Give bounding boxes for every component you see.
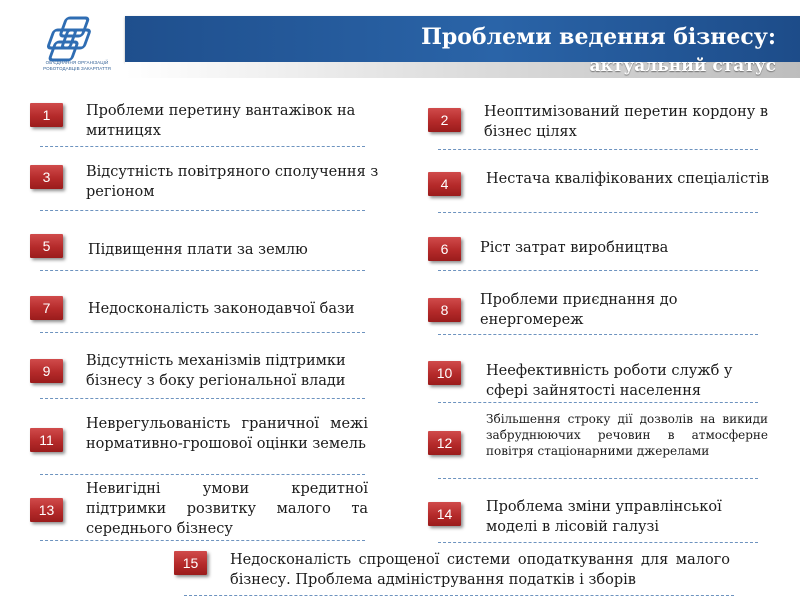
item-text: Проблеми приєднання до енергомереж xyxy=(480,292,678,328)
item-divider xyxy=(40,210,365,211)
item-divider xyxy=(184,595,734,596)
item-number-badge: 4 xyxy=(428,172,461,196)
item-number-badge: 12 xyxy=(428,431,461,455)
item-text: Збільшення строку дії дозволів на викиди забруднюючих речовин в атмосферне повітря стаціонарними джерелами xyxy=(486,412,768,458)
item-number-badge: 14 xyxy=(428,502,461,526)
item-number-badge: 3 xyxy=(30,165,63,189)
item-divider xyxy=(40,398,365,399)
item-number-badge: 2 xyxy=(428,108,461,132)
item-divider xyxy=(40,332,365,333)
item-number-badge: 6 xyxy=(428,237,461,261)
item-text: Відсутність повітряного сполучення з регіоном xyxy=(86,164,379,200)
item-text: Відсутність механізмів підтримки бізнесу з боку регіональної влади xyxy=(86,353,346,389)
item-divider xyxy=(40,146,365,147)
item-text: Проблема зміни управлінської моделі в лісовій галузі xyxy=(486,499,722,535)
item-text: Недосконалість законодавчої бази xyxy=(88,301,355,317)
item-number-badge: 15 xyxy=(174,551,207,575)
item-number-badge: 9 xyxy=(30,359,63,383)
logo-caption: ОБ'ЄДНАННЯ ОРГАНІЗАЦІЙ РОБОТОДАВЦІВ ЗАКАРПАТТЯ xyxy=(43,60,111,71)
item-number-badge: 13 xyxy=(30,498,63,522)
item-text: Проблеми перетину вантажівок на митницях xyxy=(86,103,356,139)
item-text: Неефективність роботи служб у сфері зайнятості населення xyxy=(486,363,733,399)
item-number-badge: 10 xyxy=(428,361,461,385)
item-text: Ріст затрат виробництва xyxy=(480,240,669,256)
item-divider xyxy=(438,149,758,150)
item-divider xyxy=(40,540,365,541)
item-number-badge: 8 xyxy=(428,298,461,322)
item-text: Невигідні умови кредитної підтримки розвитку малого та середнього бізнесу xyxy=(86,481,368,537)
item-text: Підвищення плати за землю xyxy=(88,242,308,258)
item-divider xyxy=(438,334,758,335)
item-number-badge: 7 xyxy=(30,296,63,320)
item-divider xyxy=(438,212,758,213)
item-divider xyxy=(438,402,758,403)
item-divider xyxy=(40,474,365,475)
item-text: Недосконалість спрощеної системи оподаткування для малого бізнесу. Проблема адміністрування податків і зборів xyxy=(230,552,730,588)
item-number-badge: 1 xyxy=(30,103,63,127)
page-title: Проблеми ведення бізнесу: xyxy=(421,24,776,50)
item-text: Нестача кваліфікованих спеціалістів xyxy=(486,171,770,187)
item-divider xyxy=(438,478,758,479)
item-text: Неоптимізований перетин кордону в бізнес цілях xyxy=(484,104,769,140)
item-divider xyxy=(438,270,758,271)
page-subtitle: актуальний статус xyxy=(589,56,776,76)
item-number-badge: 5 xyxy=(30,234,63,258)
item-number-badge: 11 xyxy=(30,428,63,452)
item-text: Неврегульованість граничної межі нормативно-грошової оцінки земель xyxy=(86,416,368,452)
item-divider xyxy=(438,542,758,543)
item-divider xyxy=(40,270,365,271)
